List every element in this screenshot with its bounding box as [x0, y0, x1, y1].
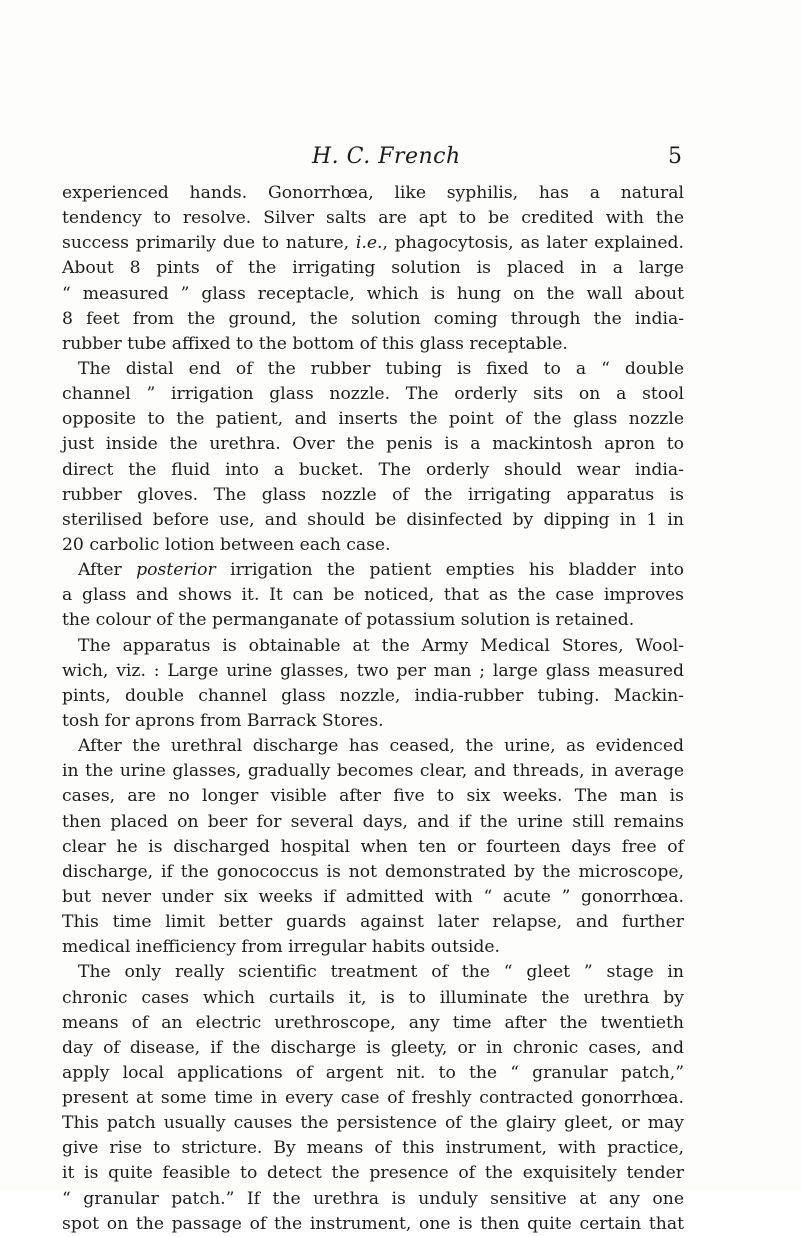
- text-line: pints, double channel glass nozzle, india-rubber tubing. Mackin-: [62, 685, 684, 706]
- text-line: rubber gloves. The glass nozzle of the irrigating apparatus is: [62, 484, 684, 505]
- text-line: clear he is discharged hospital when ten or fourteen days free of: [62, 836, 684, 857]
- text-line: cases, are no longer visible after five to six weeks. The man is: [62, 786, 684, 807]
- text-line: a glass and shows it. It can be noticed, that as the case improves: [62, 585, 684, 606]
- text-line: About 8 pints of the irrigating solution is placed in a large: [62, 258, 684, 279]
- text-line: The distal end of the rubber tubing is fixed to a “ double: [78, 358, 684, 379]
- text-line: wich, viz. : Large urine glasses, two per man ; large glass measured: [62, 660, 684, 681]
- text-line: the colour of the permanganate of potassium solution is retained.: [62, 610, 635, 631]
- text-line: in the urine glasses, gradually becomes clear, and threads, in average: [62, 761, 684, 782]
- text-line: spot on the passage of the instrument, one is then quite certain that: [62, 1213, 684, 1234]
- text-line: experienced hands. Gonorrhœa, like syphilis, has a natural: [62, 183, 684, 203]
- text-line: medical inefficiency from irregular habits outside.: [62, 937, 500, 958]
- running-head: [62, 144, 682, 174]
- text-line: “ measured ” glass receptacle, which is hung on the wall about: [62, 283, 684, 304]
- text-line: The only really scientific treatment of the “ gleet ” stage in: [78, 962, 684, 983]
- text-line: sterilised before use, and should be disinfected by dipping in 1 in: [62, 509, 684, 530]
- text-line: success primarily due to nature, i.e., phagocytosis, as later explained.: [62, 233, 684, 254]
- text-line: chronic cases which curtails it, is to illuminate the urethra by: [62, 987, 684, 1008]
- text-line: After the urethral discharge has ceased, the urine, as evidenced: [78, 736, 684, 757]
- text-line: it is quite feasible to detect the presence of the exquisitely tender: [62, 1163, 684, 1184]
- text-line: apply local applications of argent nit. to the “ granular patch,”: [62, 1062, 684, 1083]
- text-line: opposite to the patient, and inserts the point of the glass nozzle: [62, 409, 684, 430]
- italic-phrase: i.e.: [355, 233, 383, 254]
- text-line: but never under six weeks if admitted with “ acute ” gonorrhœa.: [62, 886, 684, 907]
- italic-phrase: posterior: [136, 560, 216, 581]
- text-line: just inside the urethra. Over the penis is a mackintosh apron to: [62, 434, 684, 455]
- text-line: “ granular patch.” If the urethra is unduly sensitive at any one: [62, 1188, 684, 1209]
- text-line: The apparatus is obtainable at the Army Medical Stores, Wool-: [78, 635, 684, 656]
- page-number: 5: [668, 144, 682, 169]
- text-line: This time limit better guards against later relapse, and further: [62, 912, 684, 933]
- text-line: means of an electric urethroscope, any time after the twentieth: [62, 1012, 684, 1033]
- text-line: This patch usually causes the persistence of the glairy gleet, or may: [62, 1113, 684, 1134]
- running-title: H. C. French: [312, 144, 461, 169]
- text-line: day of disease, if the discharge is gleety, or in chronic cases, and: [62, 1037, 684, 1058]
- text-line: give rise to stricture. By means of this instrument, with practice,: [62, 1138, 684, 1159]
- text-line: channel ” irrigation glass nozzle. The orderly sits on a stool: [62, 384, 684, 405]
- text-line: direct the fluid into a bucket. The orderly should wear india-: [62, 459, 684, 480]
- text-line: discharge, if the gonococcus is not demonstrated by the microscope,: [62, 861, 684, 882]
- text-line: tosh for aprons from Barrack Stores.: [62, 710, 384, 731]
- text-line: tendency to resolve. Silver salts are apt to be credited with the: [62, 208, 684, 229]
- text-line: present at some time in every case of freshly contracted gonorrhœa.: [62, 1088, 684, 1109]
- text-line: rubber tube affixed to the bottom of this glass receptable.: [62, 333, 568, 354]
- text-line: 20 carbolic lotion between each case.: [62, 534, 391, 555]
- text-line: then placed on beer for several days, and if the urine still remains: [62, 811, 684, 832]
- text-line: After posterior irrigation the patient empties his bladder into: [78, 560, 685, 581]
- body-text: [62, 181, 684, 1237]
- text-line: 8 feet from the ground, the solution coming through the india-: [62, 308, 684, 329]
